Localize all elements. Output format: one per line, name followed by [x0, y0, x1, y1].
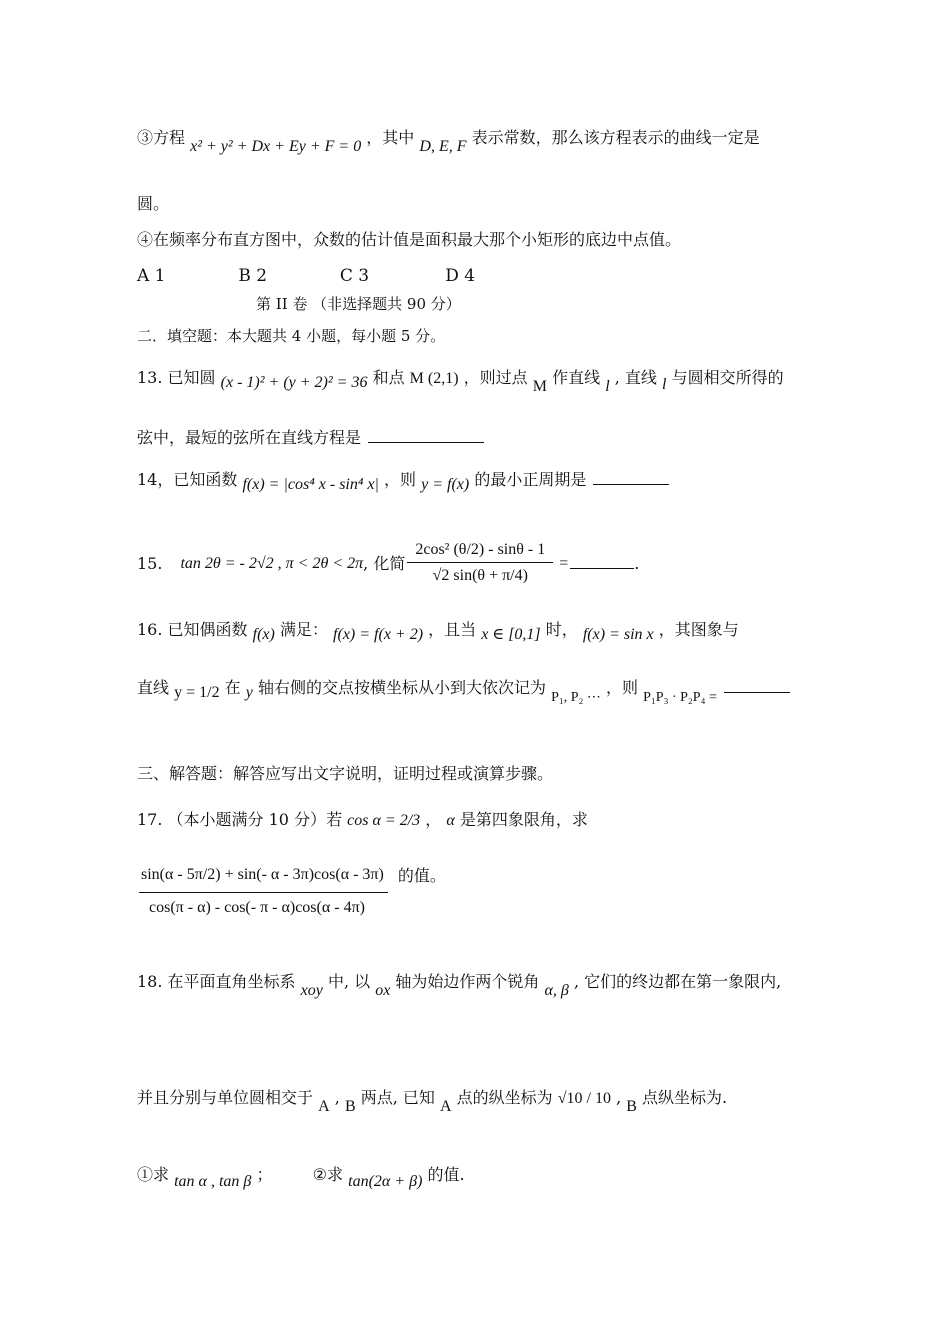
q16-points: P₁, P₂ ⋯	[551, 690, 601, 705]
q16-sin-relation: f(x) = sin x	[582, 626, 654, 643]
choice-d[interactable]: D 4	[445, 266, 476, 286]
q18-mid2: 轴为始边作两个锐角	[395, 972, 540, 991]
question-16-line2	[137, 678, 790, 705]
q17-numerator: sin(α - 5π/2) + sin(- α - 3π)cos(α - 3π)	[139, 862, 388, 893]
q15-equals: =	[559, 555, 569, 573]
q17-mid: ，	[425, 810, 442, 829]
q18-line2-mid1: 两点, 已知	[360, 1088, 435, 1107]
q16-line2-prefix: 直线	[137, 678, 170, 697]
q18-xoy: xoy	[300, 982, 323, 999]
question-14-line	[137, 470, 669, 493]
q17-suffix: 是第四象限角，求	[459, 810, 588, 829]
question-13-line2	[137, 428, 484, 447]
question-15-line	[137, 522, 639, 606]
q14-answer-blank[interactable]	[593, 483, 669, 485]
q17-tail: 的值。	[397, 866, 446, 886]
q18-line2-mid2: 点的纵坐标为	[456, 1088, 553, 1107]
q13-mid4: , 直线	[614, 368, 657, 387]
q18-sub1-end: ；	[256, 1165, 273, 1184]
q18-ox: ox	[375, 982, 391, 999]
item-3-equation: x² + y² + Dx + Ey + F = 0	[190, 138, 362, 155]
q14-mid: ，则	[384, 470, 417, 489]
q15-fraction	[407, 539, 553, 589]
q13-answer-blank[interactable]	[368, 441, 484, 443]
q13-circle-equation: (x - 1)² + (y + 2)² = 36	[220, 374, 368, 391]
q15-mid: , 化简	[363, 554, 406, 574]
q13-l2: l	[662, 376, 667, 393]
item-3-continuation: 圆。	[137, 194, 170, 213]
item-3-mid: ，其中	[366, 128, 415, 147]
q14-suffix: 的最小正周期是	[474, 470, 587, 489]
item-3-suffix: 表示常数，那么该方程表示的曲线一定是	[471, 128, 760, 147]
q18-comma: ,	[334, 1088, 340, 1107]
q13-l1: l	[605, 378, 610, 395]
q14-y-function: y = f(x)	[421, 476, 470, 493]
q18-angles: α, β	[544, 982, 569, 999]
q18-sub2-prefix: ②求	[312, 1165, 344, 1184]
q16-suffix: ，其图象与	[658, 620, 739, 639]
q13-mid2: ，则过点	[463, 368, 528, 387]
part-2-title: 第 II 卷 （非选择题共 90 分）	[256, 295, 461, 313]
q13-continuation: 弦中，最短的弦所在直线方程是	[137, 428, 362, 447]
q17-alpha: α	[446, 812, 455, 829]
q18-sub2-expression: tan(2α + β)	[348, 1173, 423, 1190]
item-3-constants: D, E, F	[419, 138, 467, 155]
q16-prefix: 16. 已知偶函数	[137, 620, 248, 639]
q16-line2-mid3: ，则	[606, 678, 639, 697]
choice-b[interactable]: B 2	[238, 266, 268, 286]
q18-line2-suffix: 点纵坐标为.	[642, 1088, 728, 1107]
q16-mid1: 满足：	[279, 620, 328, 639]
q16-dot-product: P₁P₃ · P₂P₄ =	[643, 690, 717, 705]
q17-denominator: cos(π - α) - cos(- π - α)cos(α - 4π)	[149, 899, 365, 917]
q14-prefix: 14，已知函数	[137, 470, 238, 489]
q17-prefix: 17. （本小题满分 10 分）若	[137, 810, 343, 829]
q16-y-line: y = 1/2	[174, 684, 220, 701]
q18-y-value: √10 / 10	[557, 1090, 611, 1107]
choice-a[interactable]: A 1	[137, 266, 166, 286]
item-4-line: ④在频率分布直方图中，众数的估计值是面积最大那个小矩形的底边中点值。	[137, 230, 682, 249]
q15-condition: tan 2θ = - 2√2 , π < 2θ < 2π	[180, 555, 364, 573]
q15-denominator: √2 sin(θ + π/4)	[432, 566, 528, 584]
q16-line2-mid1: 在	[224, 678, 241, 697]
q18-prefix: 18. 在平面直角坐标系	[137, 972, 296, 991]
q18-line2-prefix: 并且分别与单位圆相交于	[137, 1088, 314, 1107]
q18-sub1-prefix: ①求	[137, 1165, 170, 1184]
q18-sub2-end: 的值.	[427, 1165, 465, 1184]
q13-point: M (2,1)	[409, 370, 459, 387]
q17-condition: cos α = 2/3	[347, 812, 421, 829]
q16-answer-blank[interactable]	[724, 691, 790, 693]
q17-expression	[137, 862, 446, 918]
item-3-line	[137, 128, 760, 155]
question-18-line1	[137, 972, 782, 999]
q15-numerator: 2cos² (θ/2) - sinθ - 1	[407, 539, 553, 562]
question-16-line1	[137, 620, 739, 643]
q16-mid3: 时，	[545, 620, 578, 639]
section-2-heading: 二．填空题：本大题共 4 小题，每小题 5 分。	[137, 327, 446, 345]
q16-domain: x ∈ [0,1]	[481, 626, 541, 643]
question-18-subparts	[137, 1165, 465, 1190]
q13-suffix: 与圆相交所得的	[671, 368, 784, 387]
section-3-heading: 三、解答题：解答应写出文字说明，证明过程或演算步骤。	[137, 764, 554, 783]
q18-b2: B	[626, 1098, 637, 1115]
question-17-line	[137, 810, 588, 830]
q16-line2-mid2: 轴右侧的交点按横坐标从小到大依次记为	[257, 678, 546, 697]
q18-comma2: ,	[616, 1088, 622, 1107]
q16-fx: f(x)	[252, 626, 275, 643]
q13-mid3: 作直线	[552, 368, 601, 387]
answer-choices	[137, 266, 475, 286]
q18-sub1-expression: tan α , tan β	[174, 1173, 252, 1190]
q13-mid1: 和点	[372, 368, 405, 387]
choice-c[interactable]: C 3	[339, 266, 370, 286]
q18-a: A	[318, 1098, 330, 1115]
q14-function: f(x) = |cos⁴ x - sin⁴ x|	[242, 476, 379, 493]
q15-answer-blank[interactable]	[570, 567, 634, 569]
q13-prefix: 13. 已知圆	[137, 368, 216, 387]
question-13-line1	[137, 368, 784, 395]
question-18-line2	[137, 1088, 728, 1115]
q16-relation: f(x) = f(x + 2)	[333, 626, 424, 643]
q18-suffix: , 它们的终边都在第一象限内,	[574, 972, 782, 991]
q15-number: 15.	[137, 554, 163, 574]
q15-end: .	[634, 554, 640, 574]
q18-b: B	[344, 1098, 356, 1115]
item-3-prefix: ③方程	[137, 128, 186, 147]
q16-y-axis: y	[245, 684, 253, 701]
q16-mid2: ，且当	[428, 620, 477, 639]
q17-fraction	[139, 862, 388, 918]
q18-a2: A	[440, 1098, 452, 1115]
q18-mid1: 中, 以	[327, 972, 371, 991]
q13-m: M	[532, 378, 547, 395]
